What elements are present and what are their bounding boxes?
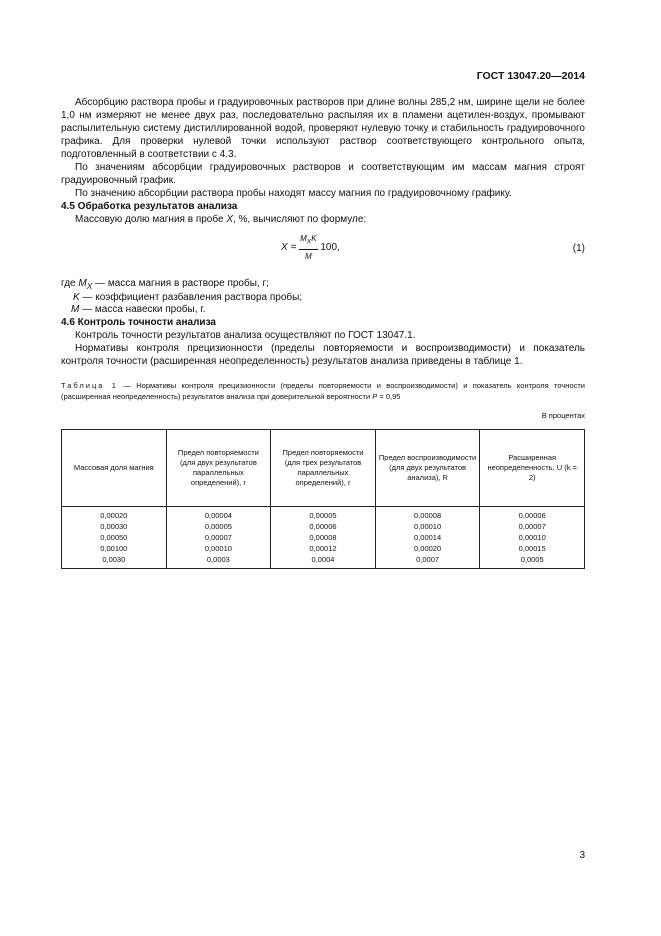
table-cell: 0,00008: [375, 507, 480, 522]
column-header: Предел повторяемости (для трех результатов параллельных определений), r: [271, 430, 376, 507]
table-cell: 0,00010: [375, 521, 480, 532]
table-cell: 0,00012: [271, 543, 376, 554]
table-cell: 0,00030: [62, 521, 167, 532]
legend-item: K — коэффициент разбавления раствора пробы;: [73, 292, 303, 303]
formula: X = $\frac{M_XK}{M}$ 100,: [281, 234, 340, 261]
formula-legend: [61, 278, 585, 316]
table-cell: 0,00100: [62, 543, 167, 554]
table-cell: 0,0003: [166, 554, 271, 569]
section-heading-4-6: 4.6 Контроль точности анализа: [61, 317, 216, 328]
table-header-row: [62, 430, 585, 507]
table-cell: 0,0005: [480, 554, 585, 569]
table-caption: Таблица 1 — Нормативы контроля прецизионности (пределы повторяемости и воспроизводимости) и показатель контроля точности (расширенная неопределенность) результатов анализа при доверительной вероятности P = 0,95: [61, 381, 585, 401]
table-cell: 0,00020: [62, 507, 167, 522]
table-row: [62, 521, 585, 532]
table-cell: 0,00006: [271, 521, 376, 532]
data-table: [61, 429, 585, 569]
paragraph: По значениям абсорбции градуировочных растворов и соответствующим им массам магния строят градуировочный график.: [61, 162, 585, 186]
equation-number: (1): [572, 243, 585, 254]
table-cell: 0,00050: [62, 532, 167, 543]
table-cell: 0,0004: [271, 554, 376, 569]
column-header: Массовая доля магния: [62, 430, 167, 507]
legend-item: M — масса навески пробы, г.: [71, 304, 206, 315]
document-header: ГОСТ 13047.20—2014: [476, 70, 585, 82]
paragraph: Массовую долю магния в пробе X, %, вычисляют по формуле:: [75, 214, 367, 225]
column-header: Предел воспроизводимости (для двух результатов анализа), R: [375, 430, 480, 507]
paragraph: Нормативы контроля прецизионности (пределы повторяемости и воспроизводимости) и показатель контроля точности (расширенная неопределенность) результатов анализа приведены в таблице 1.: [61, 343, 585, 367]
table-row: [62, 543, 585, 554]
legend-item: где $M_X$ — масса магния в растворе пробы, г;: [61, 278, 269, 291]
table-cell: 0,00014: [375, 532, 480, 543]
table-cell: 0,0007: [375, 554, 480, 569]
table-cell: 0,00020: [375, 543, 480, 554]
section-heading-4-5: 4.5 Обработка результатов анализа: [61, 201, 238, 212]
table-cell: 0,00008: [271, 532, 376, 543]
table-cell: 0,00007: [166, 532, 271, 543]
table-row: [62, 532, 585, 543]
paragraph: По значению абсорбции раствора пробы находят массу магния по градуировочному графику.: [75, 188, 512, 199]
document-body: [61, 96, 585, 569]
page-number: 3: [579, 850, 585, 861]
table-cell: 0,0030: [62, 554, 167, 569]
table-cell: 0,00007: [480, 521, 585, 532]
column-header: Расширенная неопределенность, U (k = 2): [480, 430, 585, 507]
formula-block: [61, 232, 585, 272]
table-cell: 0,00005: [271, 507, 376, 522]
table-cell: 0,00010: [166, 543, 271, 554]
table-row: [62, 554, 585, 569]
paragraph: Контроль точности результатов анализа осуществляют по ГОСТ 13047.1.: [75, 330, 416, 341]
paragraph: Абсорбцию раствора пробы и градуировочных растворов при длине волны 285,2 нм, ширине щели не более 1,0 нм измеряют не менее двух раз, последовательно распыляя их в пламени ацетилен-воздух, промывают распылительную систему дистиллированной водой, проверяют нулевую точку и стабильность градуировочного графика. Для проверки нулевой точки используют раствор соответствующего контрольного опыта, подготовленный в соответствии с 4.3.: [61, 97, 585, 160]
table-cell: 0,00004: [166, 507, 271, 522]
table-cell: 0,00015: [480, 543, 585, 554]
table-units: В процентах: [541, 411, 585, 420]
table-row: [62, 507, 585, 522]
table-cell: 0,00010: [480, 532, 585, 543]
table-cell: 0,00006: [480, 507, 585, 522]
formula-fraction: $\frac{M_XK}{M}$: [300, 234, 317, 261]
table-cell: 0,00005: [166, 521, 271, 532]
column-header: Предел повторяемости (для двух результатов параллельных определений), r: [166, 430, 271, 507]
